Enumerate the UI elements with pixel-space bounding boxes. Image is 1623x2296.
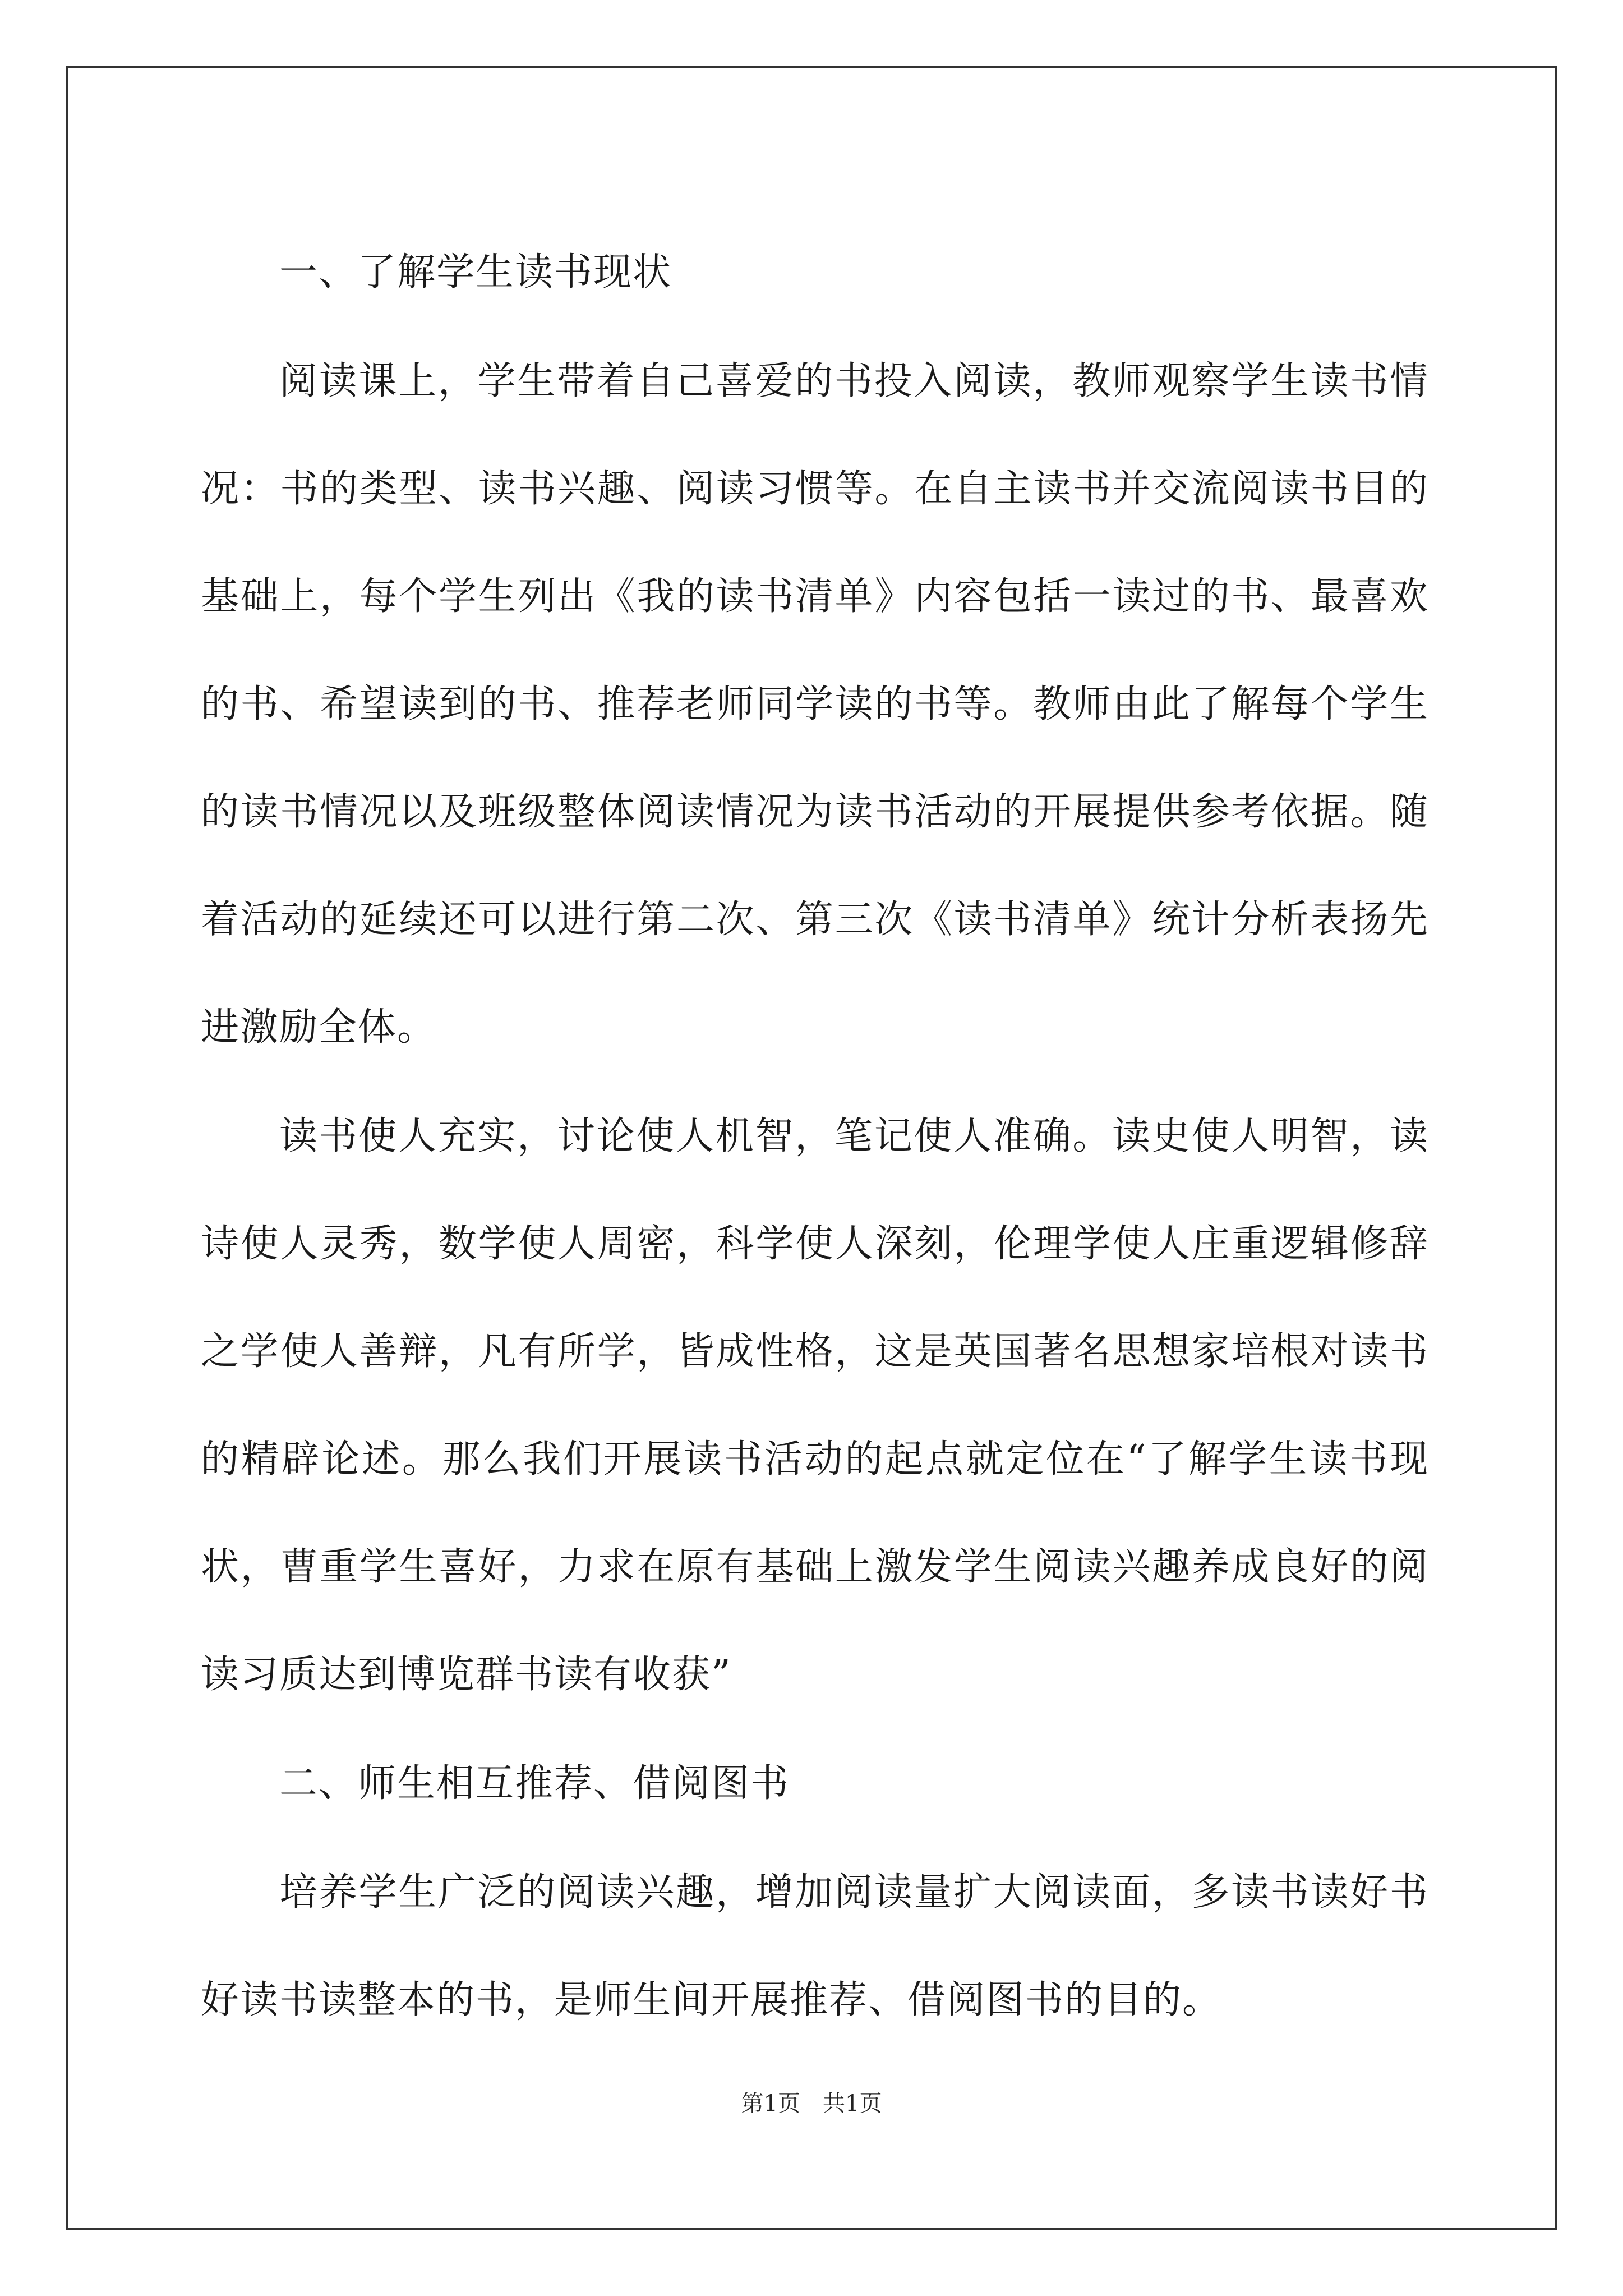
section-heading-1: 一、了解学生读书现状 bbox=[279, 250, 672, 295]
page-footer: 第1页 共1页 bbox=[741, 2091, 882, 2116]
paragraph-1: 阅读课上，学生带着自己喜爱的书投入阅读，教师观察学生读书情况：书的类型、读书兴趣、阅读习惯等。在自主读书并交流阅读书目的基础上，每个学生列出《我的读书清单》内容包括一读过的书、最喜欢的书、希望读到的书、推荐老师同学读的书等。教师由此了解每个学生的读书情况以及班级整体阅读情况为读书活动的开展提供参考依据。随着活动的延续还可以进行第二次、第三次《读书清单》统计分析表扬先进激励全体。 bbox=[201, 359, 1429, 1050]
section-heading-2: 二、师生相互推荐、借阅图书 bbox=[279, 1761, 790, 1806]
paragraph-2: 读书使人充实，讨论使人机智，笔记使人准确。读史使人明智，读诗使人灵秀，数学使人周密，科学使人深刻，伦理学使人庄重逻辑修辞之学使人善辩，凡有所学，皆成性格，这是英国著名思想家培根对读书的精辟论述。那么我们开展读书活动的起点就定位在“了解学生读书现状，曹重学生喜好，力求在原有基础上激发学生阅读兴趣养成良好的阅读习质达到博览群书读有收获” bbox=[201, 1114, 1429, 1697]
document-body bbox=[201, 219, 1429, 2055]
paragraph-3: 培养学生广泛的阅读兴趣，增加阅读量扩大阅读面，多读书读好书好读书读整本的书，是师生间开展推荐、借阅图书的目的。 bbox=[201, 1870, 1429, 2022]
